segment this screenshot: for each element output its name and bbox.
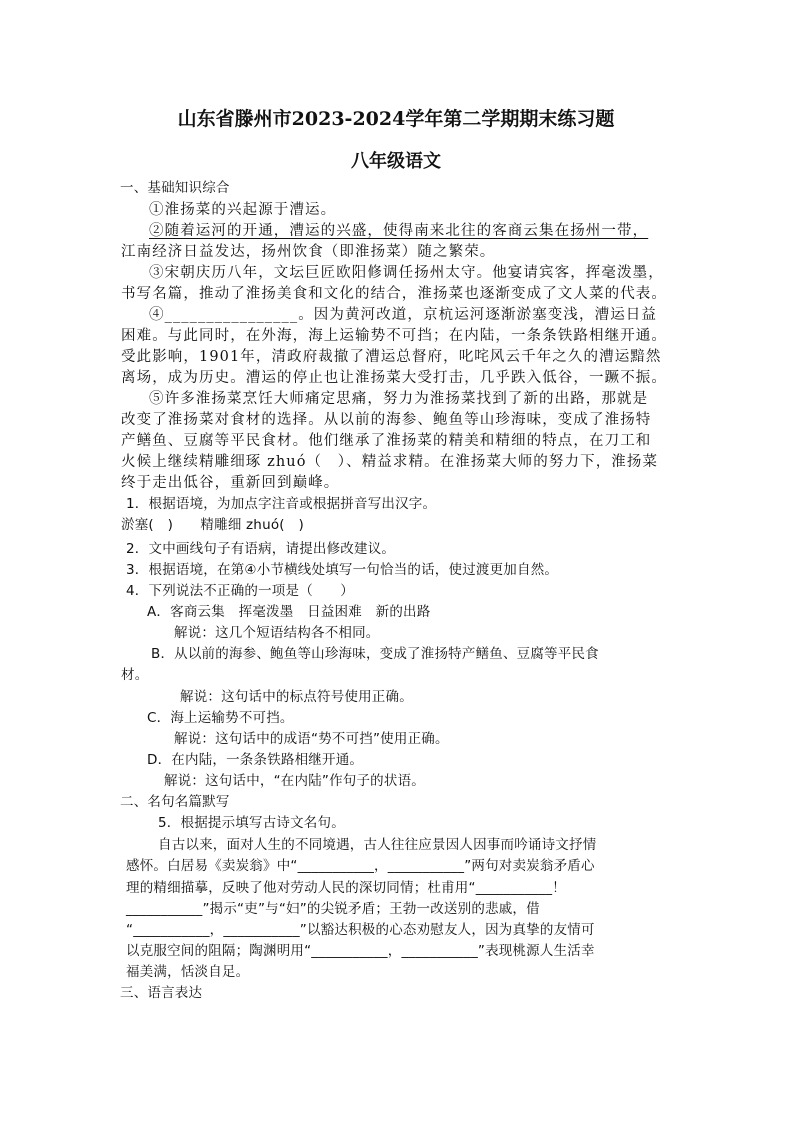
passage-para5-line2: 改变了淮扬菜对食材的选择。从以前的海参、鲍鱼等山珍海味，变成了淮扬特: [121, 412, 652, 428]
question-5: 5．根据提示填写古诗文名句。: [158, 815, 345, 831]
question-5-line7: 福美满，恬淡自足。: [126, 964, 250, 980]
question-5-line3: 理的精细描摹，反映了他对劳动人民的深切同情；杜甫用“___________！: [126, 880, 566, 896]
passage-para4-line4: 离场，成为历史。漕运的停止也让淮扬菜大受打击，几乎跌入低谷，一蹶不振。: [121, 370, 667, 386]
passage-para5-line5: 终于走出低谷，重新回到巅峰。: [121, 475, 340, 491]
question-5-line4: ___________”揭示“吏”与“妇”的尖锐矛盾；王勃一改送别的悲戚，借: [126, 901, 540, 917]
passage-para1: ①淮扬菜的兴起源于漕运。: [149, 202, 337, 218]
question-1: 1．根据语境，为加点字注音或根据拼音写出汉字。: [126, 496, 437, 512]
passage-para4-line1: ④________________。因为黄河改道，京杭运河逐渐淤塞变浅，漕运日益: [149, 307, 657, 323]
option-a-explanation: 解说：这几个短语结构各不相同。: [174, 625, 380, 641]
option-a: A．客商云集 挥毫泼墨 日益困难 新的出路: [147, 604, 431, 620]
passage-para5-line1: ⑤许多淮扬菜烹饪大师痛定思痛，努力为淮扬菜找到了新的出路，那就是: [149, 391, 649, 407]
passage-para3-line2: 书写名篇，推动了淮扬美食和文化的结合，淮扬菜也逐渐变成了文人菜的代表。: [121, 286, 667, 302]
passage-para3-line1: ③宋朝庆历八年，文坛巨匠欧阳修调任扬州太守。他宴请宾客，挥毫泼墨，: [149, 265, 664, 281]
question-5-line6: 以克服空间的阻隔；陶渊明用“___________，___________”表现桃源人生活幸: [126, 943, 595, 959]
passage-para2-line2: 江南经济日益发达，扬州饮食（即淮扬菜）随之繁荣。: [121, 244, 496, 260]
section3-heading: 三、语言表达: [120, 985, 203, 1001]
passage-para4-line2: 困难。与此同时，在外海，海上运输势不可挡；在内陆，一条条铁路相继开通。: [121, 328, 667, 344]
question-3: 3．根据语境，在第④小节横线处填写一句恰当的话，使过渡更加自然。: [126, 562, 559, 578]
option-c: C．海上运输势不可挡。: [147, 710, 294, 726]
question-5-line1: 自古以来，面对人生的不同境遇，古人往往应景因人因事而吟诵诗文抒情: [158, 837, 597, 853]
question-1-blanks: 淤塞( ) 精雕细 zhuó( ): [121, 517, 304, 533]
question-4: 4．下列说法不正确的一项是（ ）: [126, 583, 354, 599]
question-5-line2: 感怀。白居易《卖炭翁》中“___________，___________”两句对卖炭翁矛盾心: [126, 858, 595, 874]
section2-heading: 二、名句名篇默写: [120, 794, 230, 810]
passage-para5-line3: 产鳝鱼、豆腐等平民食材。他们继承了淮扬菜的精美和精细的特点，在刀工和: [121, 433, 652, 449]
option-d: D．在内陆，一条条铁路相继开通。: [147, 752, 364, 768]
option-b-explanation: 解说：这句话中的标点符号使用正确。: [180, 689, 413, 705]
question-2: 2．文中画线句子有语病，请提出修改建议。: [126, 541, 396, 557]
section1-heading: 一、基础知识综合: [120, 180, 230, 196]
passage-para5-line4: 火候上继续精雕细琢 zhuó（ ）、精益求精。在淮扬菜大师的努力下，淮扬菜: [121, 454, 659, 470]
option-b-line1: B．从以前的海参、鲍鱼等山珍海味，变成了淮扬特产鳝鱼、豆腐等平民食: [151, 646, 599, 662]
passage-para4-line3: 受此影响，1901年，清政府裁撤了漕运总督府，叱咤风云千年之久的漕运黯然: [121, 349, 662, 365]
exam-title: 山东省滕州市2023-2024学年第二学期期末练习题: [177, 108, 615, 130]
exam-subtitle: 八年级语文: [351, 151, 441, 172]
question-5-line5: “___________，___________”以豁达积极的心态劝慰友人，因为真挚的友情可: [126, 922, 595, 938]
option-c-explanation: 解说：这句话中的成语“势不可挡”使用正确。: [174, 731, 449, 747]
passage-para2-line1-underlined: ②随着运河的开通，漕运的兴盛，使得南来北往的客商云集在扬州一带，: [149, 223, 649, 239]
option-d-explanation: 解说：这句话中，“在内陆”作句子的状语。: [164, 773, 425, 789]
option-b-line2: 材。: [121, 667, 149, 683]
